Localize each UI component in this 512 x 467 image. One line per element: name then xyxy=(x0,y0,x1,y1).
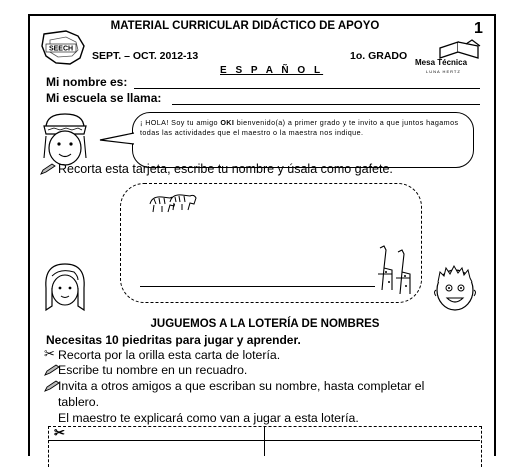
bubble-text-start: ¡ HOLA! Soy tu amigo xyxy=(140,118,221,127)
card-name-line[interactable] xyxy=(140,286,375,287)
seech-logo-icon xyxy=(36,28,90,68)
lottery-step-3: Invita a otros amigos a que escriban su nombre, hasta completar el xyxy=(58,379,425,393)
lottery-card-row-line xyxy=(48,440,480,441)
brand-sub: LUNA HERTZ xyxy=(426,69,461,74)
name-label: Mi nombre es: xyxy=(46,75,128,89)
girl-character-icon xyxy=(40,258,90,318)
lottery-card-divider xyxy=(264,426,265,456)
school-label: Mi escuela se llama: xyxy=(46,91,162,105)
school-field-line[interactable] xyxy=(172,104,480,105)
brand-label: Mesa Técnica xyxy=(415,58,468,67)
lottery-step-2: Escribe tu nombre en un recuadro. xyxy=(58,363,248,377)
lottery-step-4: El maestro te explicará como van a jugar a esta lotería. xyxy=(58,411,359,425)
lottery-step-3-cont: tablero. xyxy=(58,395,100,409)
scissors-icon: ✂ xyxy=(44,346,55,361)
lottery-step-1: Recorta por la orilla esta carta de lotería. xyxy=(58,348,281,362)
date-range: SEPT. – OCT. 2012-13 xyxy=(92,50,199,62)
boy-character-icon xyxy=(430,260,480,316)
lottery-title: JUGUEMOS A LA LOTERÍA DE NOMBRES xyxy=(150,318,380,330)
lottery-card[interactable] xyxy=(48,426,482,467)
grade-label: 1o. GRADO xyxy=(350,50,408,62)
name-field-line[interactable] xyxy=(134,88,480,89)
seech-logo-text: SEECH xyxy=(48,45,74,53)
cut-card-instruction: Recorta esta tarjeta, escribe tu nombre y úsala como gafete. xyxy=(58,162,393,176)
page-number: 1 xyxy=(474,20,483,37)
bubble-text-end: bienvenido(a) a primer grado y te invito a que juntos hagamos todas las actividades que el maestro o la maestra nos indique. xyxy=(140,118,459,137)
lottery-need-text: Necesitas 10 piedritas para jugar y aprender. xyxy=(46,333,301,347)
bubble-text xyxy=(140,118,465,138)
bubble-text-name: OKI xyxy=(220,118,235,127)
giraffes-icon xyxy=(372,242,418,298)
pencil-icon xyxy=(40,163,56,175)
tigers-icon xyxy=(148,190,198,216)
speech-bubble-tail xyxy=(98,132,136,146)
document-title: MATERIAL CURRICULAR DIDÁCTICO DE APOYO xyxy=(110,20,380,32)
scissors-icon: ✂ xyxy=(54,425,65,440)
subject-label: E S P A Ñ O L xyxy=(220,65,324,76)
